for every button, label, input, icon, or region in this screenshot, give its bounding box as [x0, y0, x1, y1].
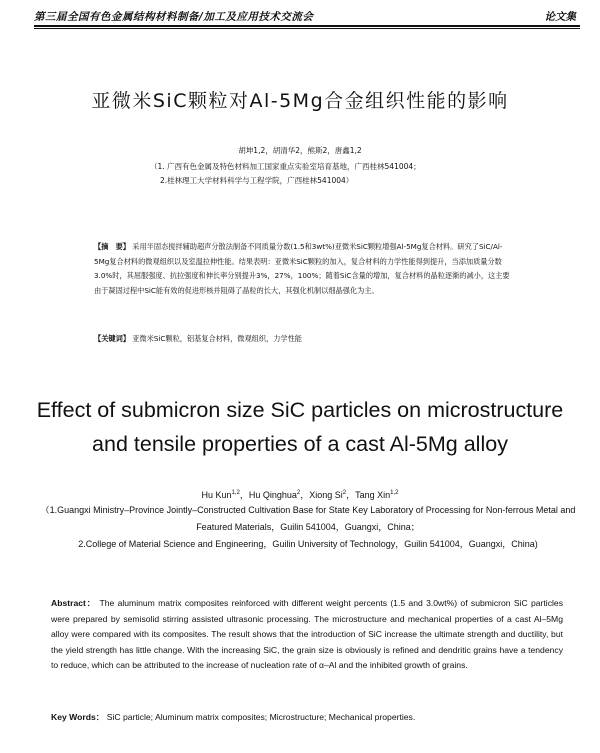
english-title-line-1: Effect of submicron size SiC particles on microstructure [36, 398, 564, 422]
chinese-keywords-text: 亚微米SiC颗粒，铝基复合材料，微观组织，力学性能 [132, 334, 302, 343]
chinese-affiliation-1: （1. 广西有色金属及特色材料加工国家重点实验室培育基地，广西桂林541004； [150, 162, 421, 171]
author-name: Hu Kun [201, 490, 232, 500]
conference-name: 第三届全国有色金属结构材料制备/加工及应用技术交流会 [34, 11, 314, 23]
author-affil-mark: 1,2 [390, 490, 399, 496]
english-keywords-text: SiC particle; Aluminum matrix composites; Microstructure; Mechanical properties. [106, 712, 416, 722]
author-affil-mark: 2 [296, 490, 301, 496]
english-keywords-label: Key Words： [51, 712, 105, 722]
english-keywords [51, 711, 563, 723]
chinese-affiliation-2: 2.桂林理工大学材料科学与工程学院，广西桂林541004） [160, 176, 354, 185]
author-name: ，Hu Qinghua [239, 490, 297, 500]
running-header [34, 7, 580, 25]
english-affiliation-1: （1.Guangxi Ministry–Province Jointly–Constructed Cultivation Base for State Key Laboratory of Processing for Non-ferrous Metal and Featured Materials，Guilin 541004，Guangxi，China； [40, 505, 576, 532]
english-abstract [51, 596, 563, 674]
english-abstract-text: The aluminum matrix composites reinforced with different weight percents (1.5 and 3.0wt%) of submicron SiC particles were prepared by semisolid stirring assisted ultrasonic processing. The microstructure and mechanical properties of a cast Al–5Mg alloy were compared with its composites. The result shows that the introduction of SiC increase the ultimate strength and ductility, but the yield strength has little change. With the increasing SiC, the grain size is obviously is refined and dendritic grains have a tendency to reduce, which can be attributed to the increase of nucleation rate of α–Al and the inhibited growth of grains. [51, 598, 563, 670]
chinese-abstract-label: 【摘 要】 [94, 242, 130, 251]
chinese-affiliations [150, 160, 421, 188]
header-rule-thin [34, 28, 580, 29]
chinese-authors: 胡坤1,2，胡清华2，熊斯2，唐鑫1,2 [238, 146, 362, 155]
english-affiliations [40, 502, 576, 553]
english-affiliation-2: 2.College of Material Science and Engineering，Guilin University of Technology，Guilin 541004，Guangxi，China) [78, 539, 538, 549]
chinese-title: 亚微米SiC颗粒对Al-5Mg合金组织性能的影响 [91, 90, 509, 112]
english-title [0, 393, 600, 461]
section-label: 论文集 [544, 11, 576, 23]
chinese-keywords-label: 【关键词】 [94, 334, 130, 343]
english-abstract-label: Abstract： [51, 598, 97, 608]
english-title-line-2: and tensile properties of a cast Al-5Mg alloy [92, 432, 508, 456]
header-rule [34, 25, 580, 27]
chinese-abstract-text: 采用半固态搅拌辅助超声分散法制备不同质量分数(1.5和3wt%)亚微米SiC颗粒增强Al-5Mg复合材料。研究了SiC/Al-5Mg复合材料的微观组织以及室温拉伸性能。结果表明：亚微米SiC颗粒的加入，复合材料的力学性能得到提升，当添加质量分数3.0%时，其屈服强度、抗拉强度和伸长率分别提升3%，27%，100%；随着SiC含量的增加，复合材料的晶粒逐渐的减小，这主要由于凝固过程中SiC能有效的促进形核并阻碍了晶粒的长大，其强化机制以细晶强化为主。 [94, 242, 510, 295]
author-affil-mark: 1,2 [231, 490, 240, 496]
english-authors [0, 488, 600, 501]
author-name: ，Xiong Si [300, 490, 343, 500]
author-name: ，Tang Xin [346, 490, 391, 500]
chinese-keywords [94, 334, 514, 344]
author-affil-mark: 2 [342, 490, 347, 496]
chinese-abstract [94, 240, 514, 298]
